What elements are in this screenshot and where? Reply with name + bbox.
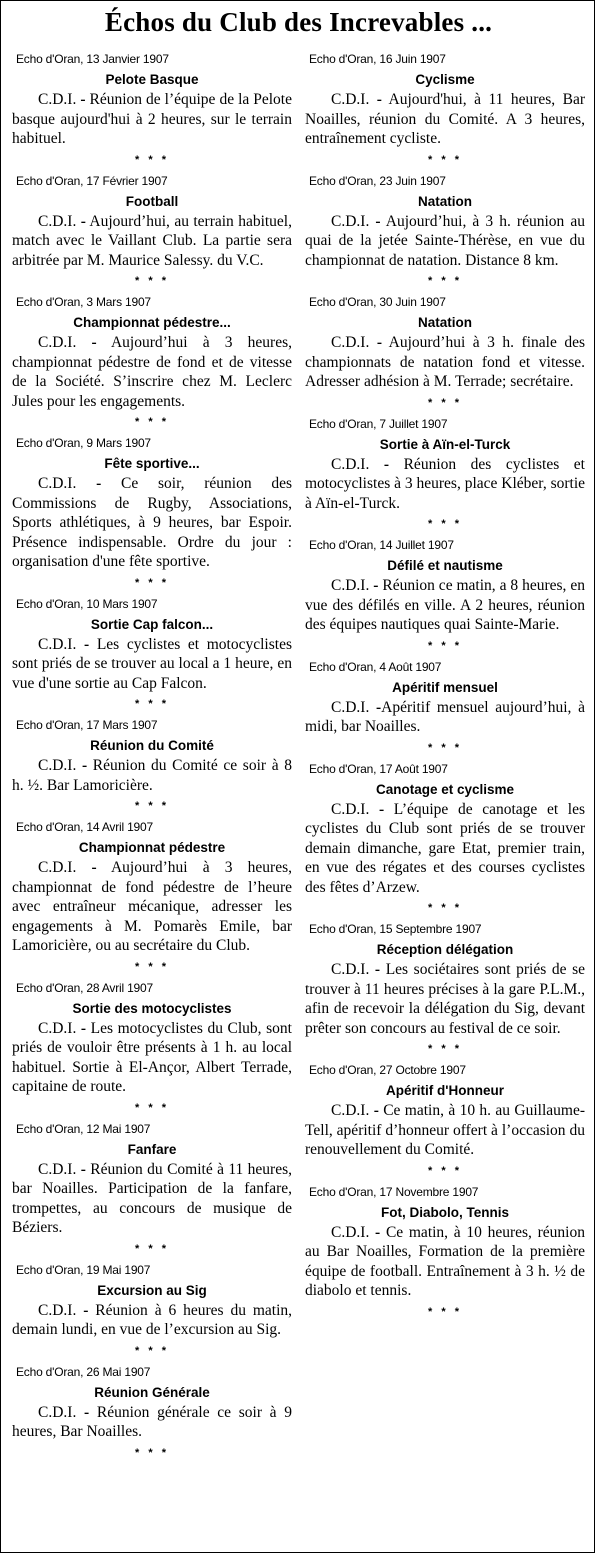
entry-body: Aujourd'hui, à 11 heures, Bar Noailles, réunion du Comité. A 3 heures, entraînement cycliste. <box>305 91 585 147</box>
entry-heading: Réunion du Comité <box>90 738 214 753</box>
entry-heading: Championnat pédestre... <box>73 315 231 330</box>
entry-heading: Réception délégation <box>376 942 514 957</box>
separator-stars: * * * <box>428 518 462 530</box>
entry-date: Echo d'Oran, 9 Mars 1907 <box>16 436 151 450</box>
news-entry <box>10 717 294 819</box>
separator-stars: * * * <box>428 1305 462 1318</box>
separator-stars: * * * <box>428 275 462 287</box>
entry-heading: Canotage et cyclisme <box>375 781 515 797</box>
entry-text <box>12 1019 292 1097</box>
entry-dash: - <box>369 212 381 230</box>
entry-body: Réunion générale ce soir à 9 heures, Bar Noailles. <box>12 1403 292 1440</box>
entry-body: Réunion du Comité ce soir à 8 h. ½. Bar Lamoricière. <box>12 757 292 794</box>
news-entry <box>303 921 587 1062</box>
entry-dash: - <box>76 475 102 492</box>
entry-dash: - <box>369 800 385 818</box>
entry-body: Ce soir, réunion des Commissions de Rugby, Associations, Sports athlétiques, à 9 heures, bar Espoir. Présence indispensable. Ordre du jour : organisation d'une fête sportive. <box>12 475 292 570</box>
separator-stars: * * * <box>428 902 462 914</box>
entry-date: Echo d'Oran, 14 Juillet 1907 <box>309 538 454 552</box>
entry-heading: Cyclisme <box>415 72 475 87</box>
entry-lead: C.D.I. <box>38 859 77 876</box>
entry-lead: C.D.I. <box>331 334 370 351</box>
entry-lead: C.D.I. <box>38 1301 77 1319</box>
entry-lead: C.D.I. <box>331 212 370 230</box>
entry-lead: C.D.I. <box>331 91 370 108</box>
entry-text <box>12 333 292 411</box>
entry-lead: C.D.I. <box>331 698 370 716</box>
entry-dash: - <box>76 635 90 653</box>
news-entry <box>303 416 587 538</box>
news-entry <box>10 51 294 173</box>
entry-date: Echo d'Oran, 28 Avril 1907 <box>16 980 153 995</box>
entry-dash: - <box>76 212 86 230</box>
news-entry <box>10 1364 294 1466</box>
entry-lead: C.D.I. <box>38 1403 77 1421</box>
entry-heading: Fanfare <box>127 1141 177 1157</box>
entry-text <box>12 635 292 694</box>
entry-heading: Sortie des motocyclistes <box>72 1000 232 1016</box>
entry-lead: C.D.I. <box>331 1223 370 1241</box>
entry-text <box>305 212 585 271</box>
entry-lead: C.D.I. <box>331 1102 370 1119</box>
news-entry <box>10 1262 294 1364</box>
entry-body: Aujourd’hui à 3 heures, championnat pédestre de fond et de vitesse de la Société. S’inscrire chez M. Leclerc Jules pour les engagements. <box>12 334 293 410</box>
separator-stars: * * * <box>135 1344 169 1357</box>
entry-body: Ce matin, à 10 heures, réunion au Bar Noailles, Formation de la première équipe de football. Entraînement à 3 h. ½ de diabolo et tennis. <box>305 1223 585 1299</box>
separator-stars: * * * <box>428 396 462 409</box>
entry-body: Aujourd’hui, à 3 h. réunion au quai de la jetée Sainte-Thérèse, en vue du championnat de natation. Distance 8 km. <box>305 212 585 269</box>
entry-lead: C.D.I. <box>38 635 77 653</box>
entry-text <box>12 1160 292 1238</box>
separator-stars: * * * <box>135 153 169 166</box>
entry-body: L’équipe de canotage et les cyclistes du Club sont priés de se trouver demain dimanche, gare Etat, premier train, en vue des régates et des courses cyclistes des fêtes d’Arzew. <box>305 800 585 896</box>
entry-body: Apéritif mensuel aujourd’hui, à midi, bar Noailles. <box>305 698 585 735</box>
entry-date: Echo d'Oran, 27 Octobre 1907 <box>309 1063 466 1077</box>
right-column <box>303 51 587 1325</box>
entry-heading: Football <box>125 193 179 209</box>
entry-text <box>305 455 585 514</box>
separator-stars: * * * <box>135 1242 169 1255</box>
entry-date: Echo d'Oran, 26 Mai 1907 <box>16 1364 151 1379</box>
entry-heading: Excursion au Sig <box>97 1282 207 1298</box>
entry-heading: Sortie Cap falcon... <box>90 616 214 632</box>
news-entry <box>10 980 294 1121</box>
separator-stars: * * * <box>135 1101 169 1114</box>
entry-body: Aujourd’hui à 3 h. finale des championnats de natation fond et vitesse. Adresser adhésion à M. Terrade; secrétaire. <box>305 334 585 390</box>
entry-text <box>12 1403 292 1442</box>
separator-stars: * * * <box>135 1446 169 1459</box>
separator-stars: * * * <box>428 1164 462 1177</box>
entry-dash: - <box>369 334 382 351</box>
separator-stars: * * * <box>428 639 462 652</box>
separator-stars: * * * <box>135 800 169 812</box>
entry-body: Réunion de l’équipe de la Pelote basque aujourd'hui à 2 heures, sur le terrain habituel. <box>12 91 292 147</box>
entry-heading: Apéritif d'Honneur <box>386 1083 504 1098</box>
entry-text <box>12 212 292 271</box>
entry-body: Réunion des cyclistes et motocyclistes à 3 heures, place Kléber, sortie à Aïn-el-Turck. <box>305 455 585 512</box>
entry-dash: - <box>76 1019 87 1037</box>
entry-heading: Natation <box>418 315 472 330</box>
entry-date: Echo d'Oran, 17 Août 1907 <box>309 761 448 776</box>
entry-date: Echo d'Oran, 30 Juin 1907 <box>309 295 446 309</box>
entry-heading: Réunion Générale <box>94 1384 210 1400</box>
entry-date: Echo d'Oran, 23 Juin 1907 <box>309 173 446 188</box>
entry-date: Echo d'Oran, 7 Juillet 1907 <box>309 416 448 431</box>
separator-stars: * * * <box>135 416 169 428</box>
entry-text <box>305 576 585 635</box>
entry-dash: - <box>369 1102 379 1119</box>
entry-dash: - <box>76 1160 86 1178</box>
news-entry <box>10 435 294 596</box>
entry-text <box>12 474 292 572</box>
entry-heading: Championnat pédestre <box>78 840 226 855</box>
entry-body: Réunion à 6 heures du matin, demain lundi, en vue de l’excursion au Sig. <box>12 1301 293 1338</box>
entry-date: Echo d'Oran, 10 Mars 1907 <box>16 596 158 611</box>
entry-text <box>305 698 585 737</box>
entry-text <box>305 1101 585 1160</box>
entry-dash: - <box>76 1301 89 1319</box>
entry-lead: C.D.I. <box>331 961 370 978</box>
entry-dash: - <box>76 1403 90 1421</box>
entry-date: Echo d'Oran, 13 Janvier 1907 <box>16 52 169 66</box>
entry-body: Aujourd’hui, au terrain habituel, match avec le Vaillant Club. La partie sera arbitrée par M. Maurice Salessy. du V.C. <box>12 212 292 269</box>
entry-lead: C.D.I. <box>331 800 370 818</box>
entry-body: Réunion ce matin, a 8 heures, en vue des défilés en ville. A 2 heures, réunion des équipes nautiques quai Sainte-Marie. <box>305 577 585 633</box>
entry-lead: C.D.I. <box>38 1160 77 1178</box>
entry-text <box>305 1223 585 1301</box>
separator-stars: * * * <box>135 960 169 973</box>
entry-date: Echo d'Oran, 15 Septembre 1907 <box>309 922 482 936</box>
entry-body: Ce matin, à 10 h. au Guillaume-Tell, apéritif d’honneur offert à l’occasion du renouvellement du Comité. <box>305 1102 585 1158</box>
entry-lead: C.D.I. <box>38 1019 77 1037</box>
separator-stars: * * * <box>135 275 169 287</box>
entry-dash: - <box>76 859 97 876</box>
entry-dash: - <box>369 91 382 108</box>
entry-lead: C.D.I. <box>38 91 77 108</box>
news-entry <box>303 537 587 659</box>
entry-dash: - <box>76 334 97 351</box>
entry-body: Les sociétaires sont priés de se trouver à 11 heures précises à la gare P.L.M., afin de recevoir la délégation du Sig, devant prêter son concours au festival de ce soir. <box>305 961 585 1037</box>
entry-date: Echo d'Oran, 14 Avril 1907 <box>16 820 153 834</box>
entry-dash: - <box>369 455 390 473</box>
entry-date: Echo d'Oran, 4 Août 1907 <box>309 659 442 674</box>
separator-stars: * * * <box>428 1043 462 1055</box>
entry-heading: Fête sportive... <box>104 456 200 471</box>
left-column <box>10 51 294 1466</box>
entry-heading: Fot, Diabolo, Tennis <box>381 1204 509 1220</box>
entry-lead: C.D.I. <box>38 212 77 230</box>
entry-dash: - <box>76 757 88 774</box>
news-entry <box>303 51 587 173</box>
news-entry <box>303 659 587 761</box>
entry-heading: Défilé et nautisme <box>387 558 503 573</box>
entry-text <box>305 960 585 1038</box>
entry-text <box>12 90 292 149</box>
entry-heading: Pelote Basque <box>105 72 199 87</box>
news-entry <box>303 1184 587 1325</box>
news-entry <box>10 173 294 295</box>
entry-date: Echo d'Oran, 17 Février 1907 <box>16 173 168 188</box>
separator-stars: * * * <box>135 576 169 589</box>
entry-lead: C.D.I. <box>38 334 77 351</box>
news-entry <box>10 819 294 980</box>
news-entry <box>303 294 587 416</box>
entry-date: Echo d'Oran, 3 Mars 1907 <box>16 295 151 309</box>
entry-date: Echo d'Oran, 19 Mai 1907 <box>16 1262 151 1277</box>
news-entry <box>10 596 294 718</box>
separator-stars: * * * <box>428 741 462 754</box>
page-title: Échos du Club des Increvables ... <box>104 7 493 37</box>
entry-dash: - <box>369 961 381 978</box>
entry-text <box>12 858 292 956</box>
entry-body: Les motocyclistes du Club, sont priés de vouloir être présents à 1 h. au local habituel. Sortie à El-Ançor, Albert Terrade, capitaine de route. <box>12 1019 292 1095</box>
entry-date: Echo d'Oran, 12 Mai 1907 <box>16 1121 151 1136</box>
entry-date: Echo d'Oran, 17 Novembre 1907 <box>309 1184 479 1199</box>
entry-body: Réunion du Comité à 11 heures, bar Noailles. Participation de la fanfare, trompettes, au concours de musique de Béziers. <box>12 1160 293 1236</box>
news-entry <box>303 173 587 295</box>
entry-text <box>305 333 585 392</box>
separator-stars: * * * <box>135 698 169 710</box>
news-entry <box>303 761 587 922</box>
entry-text <box>305 90 585 149</box>
entry-date: Echo d'Oran, 17 Mars 1907 <box>16 718 158 732</box>
entry-body: Les cyclistes et motocyclistes sont priés de se trouver au local a 1 heure, en vue d'une sortie au Cap Falcon. <box>12 635 292 692</box>
separator-stars: * * * <box>428 153 462 166</box>
entry-lead: C.D.I. <box>38 757 77 774</box>
entry-body: Aujourd’hui à 3 heures, championnat de fond pédestre de l’heure avec entraîneur mécanique, adresser les engagements à M. Pomarès Emile, bar Lamoricière, ou au secrétaire du Club. <box>12 859 293 954</box>
entry-heading: Apéritif mensuel <box>392 679 498 695</box>
entry-dash: - <box>369 698 382 716</box>
entry-dash: - <box>76 91 86 108</box>
entry-heading: Natation <box>418 193 472 209</box>
news-entry <box>303 1062 587 1184</box>
news-entry <box>10 294 294 435</box>
entry-lead: C.D.I. <box>38 475 77 492</box>
entry-text <box>12 756 292 795</box>
news-entry <box>10 1121 294 1262</box>
entry-text <box>305 800 585 898</box>
entry-heading: Sortie à Aïn-el-Turck <box>379 436 511 452</box>
entry-lead: C.D.I. <box>331 455 370 473</box>
entry-lead: C.D.I. <box>331 577 370 594</box>
entry-dash: - <box>369 577 379 594</box>
entry-dash: - <box>369 1223 381 1241</box>
entry-date: Echo d'Oran, 16 Juin 1907 <box>309 52 446 66</box>
entry-text <box>12 1301 292 1340</box>
